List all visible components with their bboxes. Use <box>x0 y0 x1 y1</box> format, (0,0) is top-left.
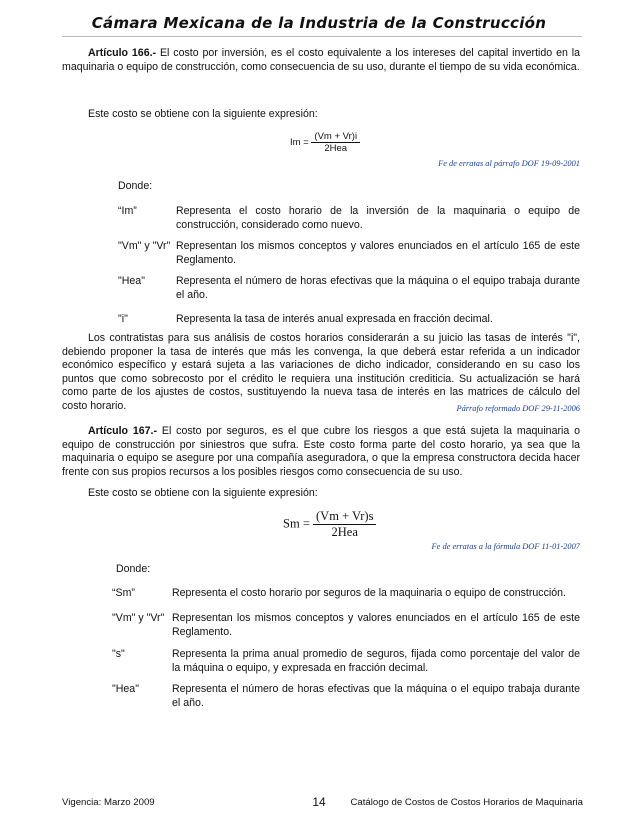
term-s: "s" <box>112 648 125 660</box>
formula-sm-eq: = <box>302 516 310 531</box>
term-im: “Im” <box>118 205 137 217</box>
term-vm-vr: "Vm" y "Vr" <box>118 240 171 252</box>
formula-im-denominator: 2Hea <box>324 143 348 154</box>
formula-im-numerator: (Vm + Vr)i <box>311 131 360 143</box>
reform-note-166: Párrafo reformado DOF 29-11-2006 <box>456 404 580 413</box>
interest-rate-paragraph: Los contratistas para sus análisis de costos horarios considerarán a su juicio las tasas de interés "i", debiendo proponer la tasa de interés que más les convenga, la que deberá estar referida a un indicador económico específico y estará sujeta a las variaciones de dicho indicador, considerando en su caso los puntos que como sobrecosto por el crédito le requiera una institución crediticia. Su actualización se hará como parte de los ajustes de costos, sustituyendo la nueva tasa de interés en las matrices de cálculo del costo horario. <box>62 332 580 412</box>
def-vm-vr: Representan los mismos conceptos y valores enunciados en el artículo 165 de este Reglamento. <box>176 240 580 266</box>
erratum-note-167: Fe de erratas a la fórmula DOF 11-01-2007 <box>431 542 580 551</box>
formula-im-eq: = <box>303 137 309 149</box>
formula-sm-fraction <box>313 509 376 540</box>
article-167-text: El costo por seguros, es el que cubre los riesgos a que está sujeta la maquinaria o equipo de construcción por siniestros que sufra. Este costo forma parte del costo horario, ya sea que la maquinaria o equipo se asegure por una compañía aseguradora, o que la empresa constructora decida hacer frente con sus propios recursos a los posibles riesgos como consecuencia de su uso. <box>62 425 580 478</box>
page-header-title: Cámara Mexicana de la Industria de la Construcción <box>91 14 547 32</box>
formula-sm-numerator: (Vm + Vr)s <box>313 509 376 525</box>
footer-validity: Vigencia: Marzo 2009 <box>62 797 155 808</box>
def-i: Representa la tasa de interés anual expresada en fracción decimal. <box>176 313 493 325</box>
def-hea: Representa el número de horas efectivas que la máquina o el equipo trabaja durante el año. <box>176 275 580 301</box>
term-i: "i" <box>118 313 128 325</box>
article-166-paragraph <box>62 47 580 74</box>
term-vm-vr-2: "Vm" y "Vr" <box>112 612 165 624</box>
donde-label-166: Donde: <box>118 180 153 192</box>
formula-im-fraction <box>311 131 360 154</box>
term-sm: “Sm” <box>112 587 135 599</box>
article-167-intro: Este costo se obtiene con la siguiente expresión: <box>88 487 318 499</box>
term-hea-2: "Hea" <box>112 683 139 695</box>
footer-catalog-title: Catálogo de Costos de Costos Horarios de Maquinaria <box>350 797 583 808</box>
formula-sm-lhs: Sm <box>283 516 300 531</box>
term-hea: "Hea" <box>118 275 145 287</box>
formula-sm-denominator: 2Hea <box>331 525 358 539</box>
def-sm: Representa el costo horario por seguros de la maquinaria o equipo de construcción. <box>172 587 566 599</box>
formula-im-lhs: Im <box>290 137 301 149</box>
def-hea-2: Representa el número de horas efectivas que la máquina o el equipo trabaja durante el año. <box>172 683 580 709</box>
article-166-text: El costo por inversión, es el costo equivalente a los intereses del capital invertido en la maquinaria o equipo de construcción, como consecuencia de su uso, durante el tiempo de su vida económica. <box>62 47 580 73</box>
formula-im <box>290 131 360 154</box>
def-im: Representa el costo horario de la inversión de la maquinaria o equipo de construcción, considerado como nuevo. <box>176 205 580 231</box>
donde-label-167: Donde: <box>116 563 151 575</box>
page-number: 14 <box>312 795 326 809</box>
erratum-note-166: Fe de erratas al párrafo DOF 19-09-2001 <box>438 159 580 168</box>
def-vm-vr-2: Representan los mismos conceptos y valores enunciados en el artículo 165 de este Reglamento. <box>172 612 580 638</box>
article-166-label: Artículo 166.- <box>88 47 157 59</box>
article-167-label: Artículo 167.- <box>88 425 158 437</box>
header-divider <box>62 36 582 37</box>
formula-sm <box>283 509 376 540</box>
article-167-paragraph <box>62 425 580 479</box>
article-166-intro: Este costo se obtiene con la siguiente expresión: <box>88 108 318 120</box>
def-s: Representa la prima anual promedio de seguros, fijada como porcentaje del valor de la máquina o equipo, y expresada en fracción decimal. <box>172 648 580 674</box>
